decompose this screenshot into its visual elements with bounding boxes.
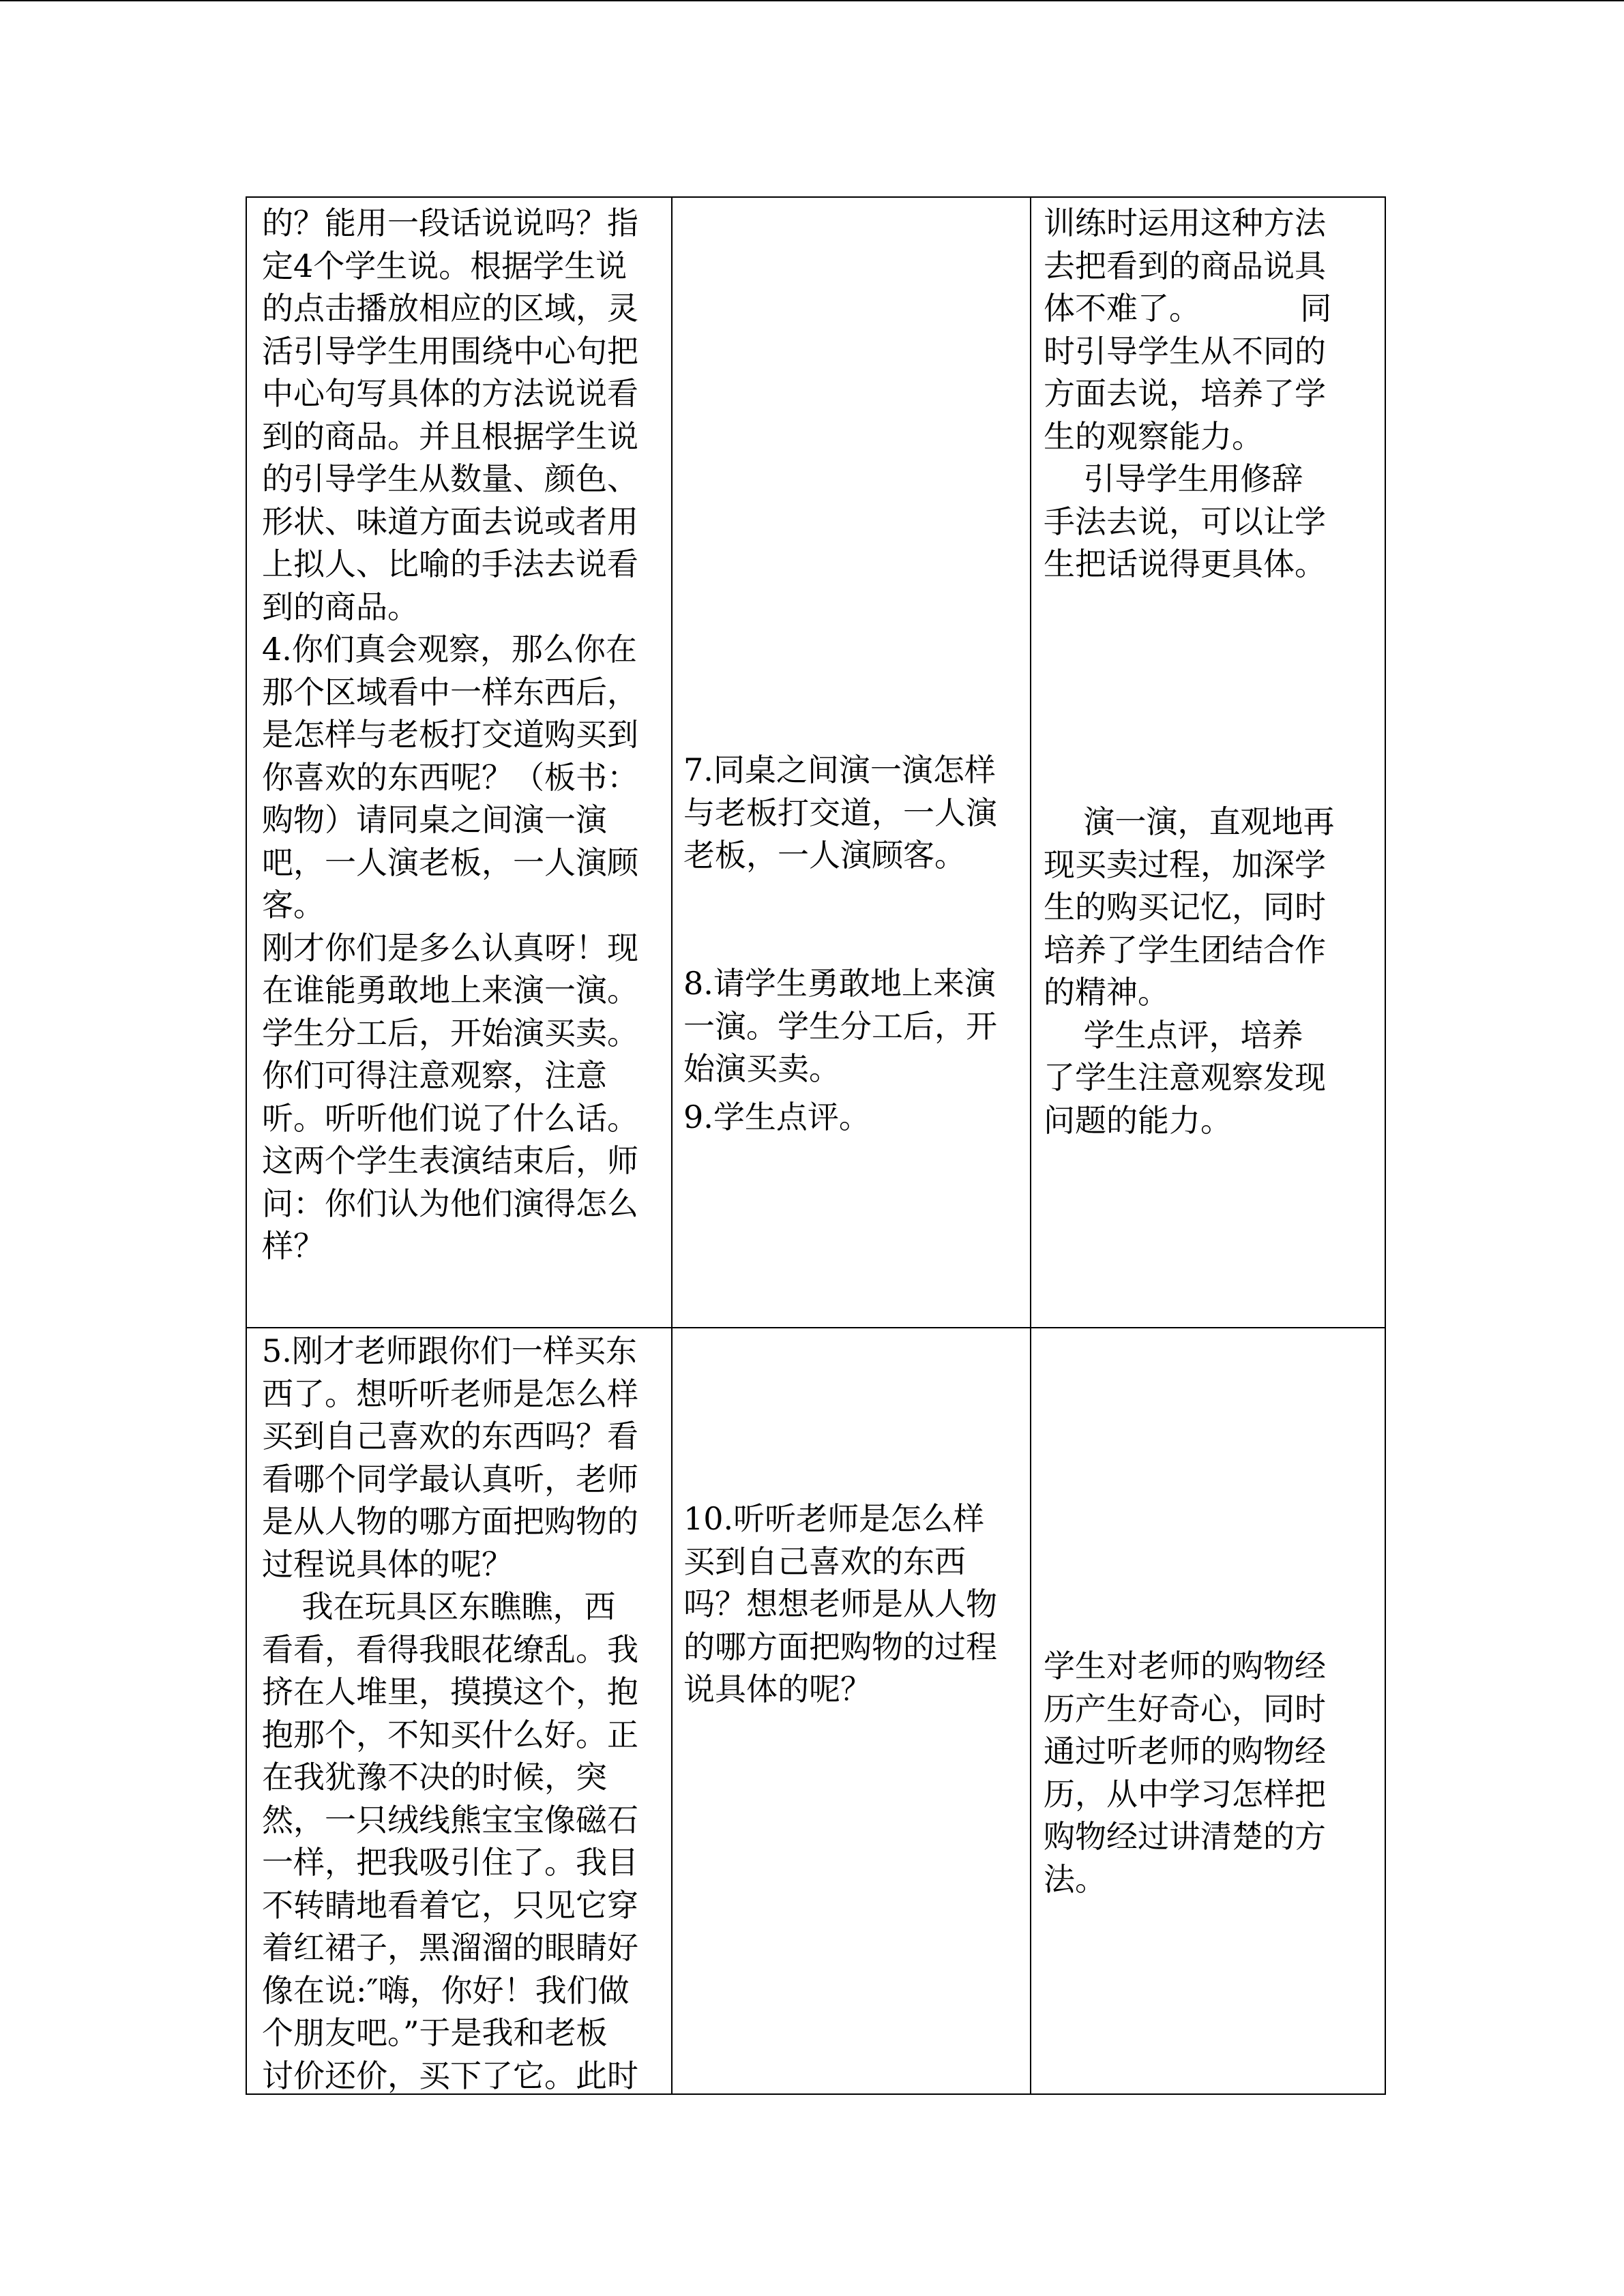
row2-teacher-activity: 5.刚才老师跟你们一样买东 西了。想听听老师是怎么样 买到自己喜欢的东西吗？看 看哪个同学最认真听，老师 是从人物的哪方面把购物的 过程说具体的呢？ 我在玩具区东瞧瞧，西 看看，看得我眼花缭乱。我 挤在人堆里，摸摸这个，抱 抱那个，不知买什么好。正 在我犹豫不决的时候，突 然，一只绒线熊宝宝像磁石 一样，把我吸引住了。我目 不转睛地看着它，只见它穿 着红裙子，黑溜溜的眼睛好 像在说:″嗨，你好！我们做 个朋友吧。”于是我和老板 讨价还价，买下了它。此时 xyxy=(262,1332,638,2094)
lesson-plan-table xyxy=(246,196,1386,2095)
row-divider xyxy=(247,1327,1385,1328)
row1-student-activity-9: 9.学生点评。 xyxy=(683,1099,870,1135)
row2-design-intent: 学生对老师的购物经 历产生好奇心，同时 通过听老师的购物经 历，从中学习怎样把 购物经过讲清楚的方 法。 xyxy=(1044,1648,1326,1898)
row1-design-intent-a: 训练时运用这种方法 去把看到的商品说具 体不难了。 同 时引导学生从不同的 方面去说，培养了学 生的观察能力。 引导学生用修辞 手法去说，可以让学 生把话说得更具体。 xyxy=(1044,205,1332,582)
row1-student-activity-7: 7.同桌之间演一演怎样 与老板打交道，一人演 老板，一人演顾客。 xyxy=(683,751,997,874)
column-divider-1 xyxy=(671,198,673,2093)
row2-student-activity: 10.听听老师是怎么样 买到自己喜欢的东西 吗？想想老师是从人物 的哪方面把购物的过程 说具体的呢？ xyxy=(683,1500,997,1708)
row1-teacher-activity: 的？能用一段话说说吗？指 定4个学生说。根据学生说 的点击播放相应的区域，灵 活引导学生用围绕中心句把 中心句写具体的方法说说看 到的商品。并且根据学生说 的引导学生从数量、颜色、 形状、味道方面去说或者用 上拟人、比喻的手法去说看 到的商品。 4.你们真会观察，那么你在 那个区域看中一样东西后， 是怎样与老板打交道购买到 你喜欢的东西呢？（板书： 购物）请同桌之间演一演 吧，一人演老板，一人演顾 客。 刚才你们是多么认真呀！现 在谁能勇敢地上来演一演。 学生分工后，开始演买卖。 你们可得注意观察，注意 听。听听他们说了什么话。 这两个学生表演结束后，师 问：你们认为他们演得怎么 样？ xyxy=(262,205,638,1264)
row1-design-intent-b: 演一演，直观地再 现买卖过程，加深学 生的购买记忆，同时 培养了学生团结合作 的精神。 学生点评，培养 了学生注意观察发现 问题的能力。 xyxy=(1044,803,1335,1139)
row1-student-activity-8: 8.请学生勇敢地上来演 一演。学生分工后，开 始演买卖。 xyxy=(683,965,997,1087)
column-divider-2 xyxy=(1030,198,1031,2093)
page-top-border xyxy=(0,0,1624,1)
